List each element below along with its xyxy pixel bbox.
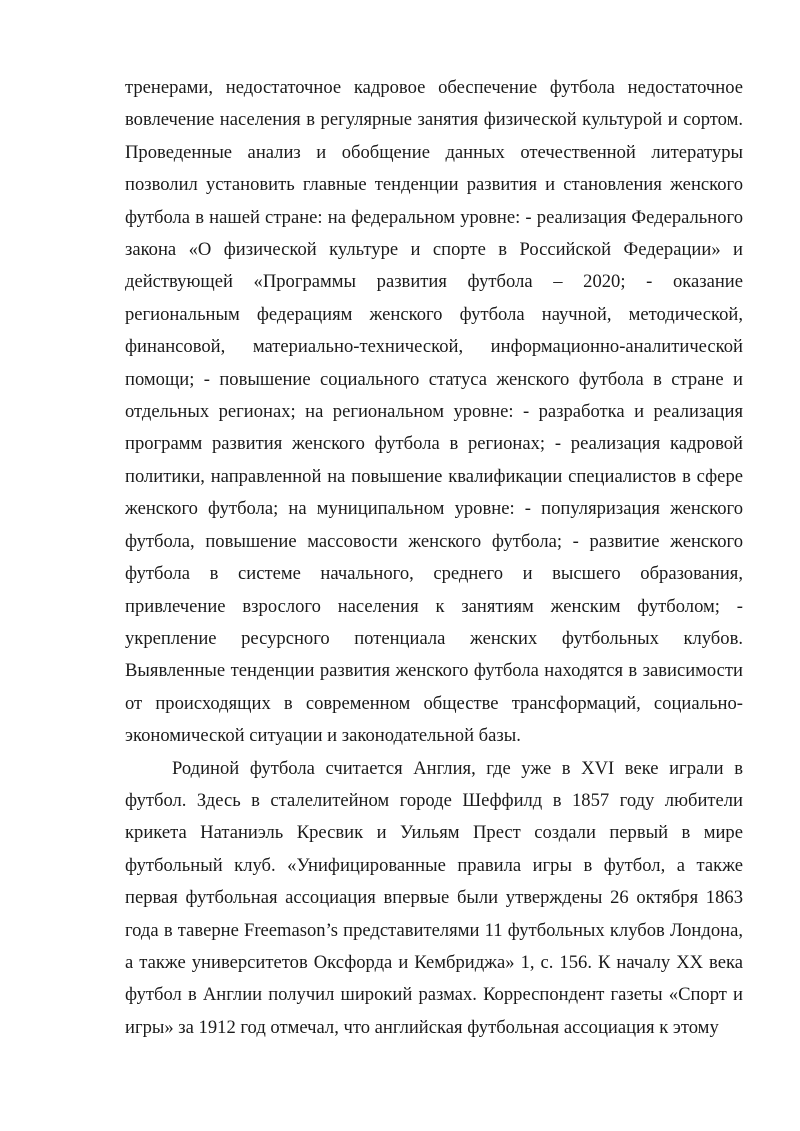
paragraph-1: тренерами, недостаточное кадровое обеспечение футбола недостаточное вовлечение населения в регулярные занятия физической культурой и сортом. Проведенные анализ и обобщение данных отечественной литературы позволил установить главные тенденции развития и становления женского футбола в нашей стране: на федеральном уровне: ‐ реализация Федерального закона «О физической культуре и спорте в Российской Федерации» и действующей «Программы развития футбола – 2020; ‐ оказание региональным федерациям женского футбола научной, методической, финансовой, материально-технической, информационно-аналитической помощи; ‐ повышение социального статуса женского футбола в стране и отдельных регионах; на региональном уровне: ‐ разработка и реализация программ развития женского футбола в регионах; ‐ реализация кадровой политики, направленной на повышение квалификации специалистов в сфере женского футбола; на муниципальном уровне: ‐ популяризация женского футбола, повышение массовости женского футбола; ‐ развитие женского футбола в системе начального, среднего и высшего образования, привлечение взрослого населения к занятиям женским футболом; ‐ укрепление ресурсного потенциала женских футбольных клубов. Выявленные тенденции развития женского футбола находятся в зависимости от происходящих в современном обществе трансформаций, социально-экономической ситуации и законодательной базы. — [125, 77, 743, 747]
body-text — [125, 72, 743, 1044]
paragraph-2: Родиной футбола считается Англия, где уже в XVI веке играли в футбол. Здесь в сталелитейном городе Шеффилд в 1857 году любители крикета Натаниэль Кресвик и Уильям Прест создали первый в мире футбольный клуб. «Унифицированные правила игры в футбол, а также первая футбольная ассоциация впервые были утверждены 26 октября 1863 года в таверне Freemason’s представителями 11 футбольных клубов Лондона, а также университетов Оксфорда и Кембриджа» 1, с. 156. К началу XX века футбол в Англии получил широкий размах. Корреспондент газеты «Спорт и игры» за 1912 год отмечал, что английская футбольная ассоциация к этому — [125, 757, 743, 1038]
